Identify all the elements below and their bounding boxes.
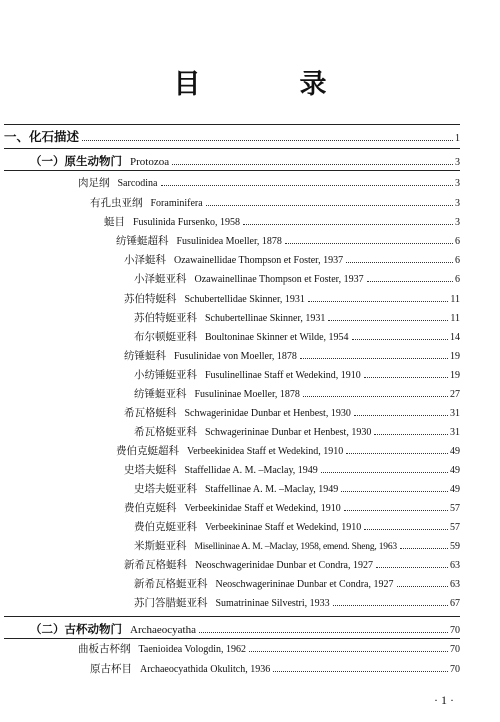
page-number: · 1 · [434,693,454,707]
divider-archaeocyatha [4,616,460,617]
toc-entry[interactable]: 小泽蜓亚科 Ozawainellinae Thompson et Foster, 1937 6 [134,273,460,285]
toc-entry[interactable]: 费伯克蜓亚科 Verbeekininae Staff et Wedekind, 1910 57 [134,521,460,533]
toc-entry-archaeocyatha[interactable]: （二）古杯动物门 Archaeocyatha 70 [30,622,460,636]
toc-entry[interactable]: 布尔顿蜓亚科 Boultoninae Skinner et Wilde, 1954 14 [134,331,460,343]
toc-entry[interactable]: 曲板古杯纲 Taenioidea Vologdin, 1962 70 [78,643,460,655]
page-title: 目 录 [173,69,363,100]
toc-entry[interactable]: 肉足纲 Sarcodina 3 [78,177,460,189]
toc-entry[interactable]: 希瓦格蜓科 Schwagerinidae Dunbar et Henbest, 1930 31 [124,407,460,419]
divider-after-archaeocyatha [4,638,460,639]
divider-protozoa [4,148,460,149]
toc-entry[interactable]: 蜓目 Fusulinida Fursenko, 1958 3 [104,216,460,228]
toc-entry[interactable]: 有孔虫亚纲 Foraminifera 3 [90,197,460,209]
toc-entry[interactable]: 费伯克蜓超科 Verbeekinidea Staff et Wedekind, 1910 49 [116,445,460,457]
toc-entry[interactable]: 新希瓦格蜓科 Neoschwagerinidae Dunbar et Condra, 1927 63 [124,559,460,571]
toc-entry[interactable]: 纺锤蜓超科 Fusulinidea Moeller, 1878 6 [116,235,460,247]
toc-entry[interactable]: 苏伯特蜓科 Schubertellidae Skinner, 1931 11 [124,293,460,305]
toc-entry[interactable]: 史塔夫蜓亚科 Staffellinae A. M. –Maclay, 1949 49 [134,483,460,495]
toc-entry[interactable]: 新希瓦格蜓亚科 Neoschwagerininae Dunbar et Condra, 1927 63 [134,578,460,590]
toc-entry[interactable]: 米斯蜓亚科 Misellininae A. M. –Maclay, 1958, emend. Sheng, 1963 59 [134,540,460,552]
toc-entry[interactable]: 纺锤蜓科 Fusulinidae von Moeller, 1878 19 [124,350,460,362]
toc-entry[interactable]: 费伯克蜓科 Verbeekinidae Staff et Wedekind, 1910 57 [124,502,460,514]
toc-entry[interactable]: 苏门答腊蜓亚科 Sumatrininae Silvestri, 1933 67 [134,597,460,609]
toc-entry[interactable]: 原古杯目 Archaeocyathida Okulitch, 1936 70 [90,663,460,675]
divider-after-protozoa [4,170,460,171]
toc-entry-protozoa[interactable]: （一）原生动物门 Protozoa 3 [30,154,460,168]
toc-entry[interactable]: 小泽蜓科 Ozawainellidae Thompson et Foster, 1937 6 [124,254,460,266]
toc-entry[interactable]: 史塔夫蜓科 Staffellidae A. M. –Maclay, 1949 49 [124,464,460,476]
toc-entry[interactable]: 小纺锤蜓亚科 Fusulinellinae Staff et Wedekind, 1910 19 [134,369,460,381]
toc-entry[interactable]: 希瓦格蜓亚科 Schwagerininae Dunbar et Henbest, 1930 31 [134,426,460,438]
toc-entry-fossil-description[interactable]: 一、化石描述 1 [4,129,460,144]
toc-entry[interactable]: 纺锤蜓亚科 Fusulininae Moeller, 1878 27 [134,388,460,400]
divider-top [4,124,460,125]
toc-entry[interactable]: 苏伯特蜓亚科 Schubertellinae Skinner, 1931 11 [134,312,460,324]
